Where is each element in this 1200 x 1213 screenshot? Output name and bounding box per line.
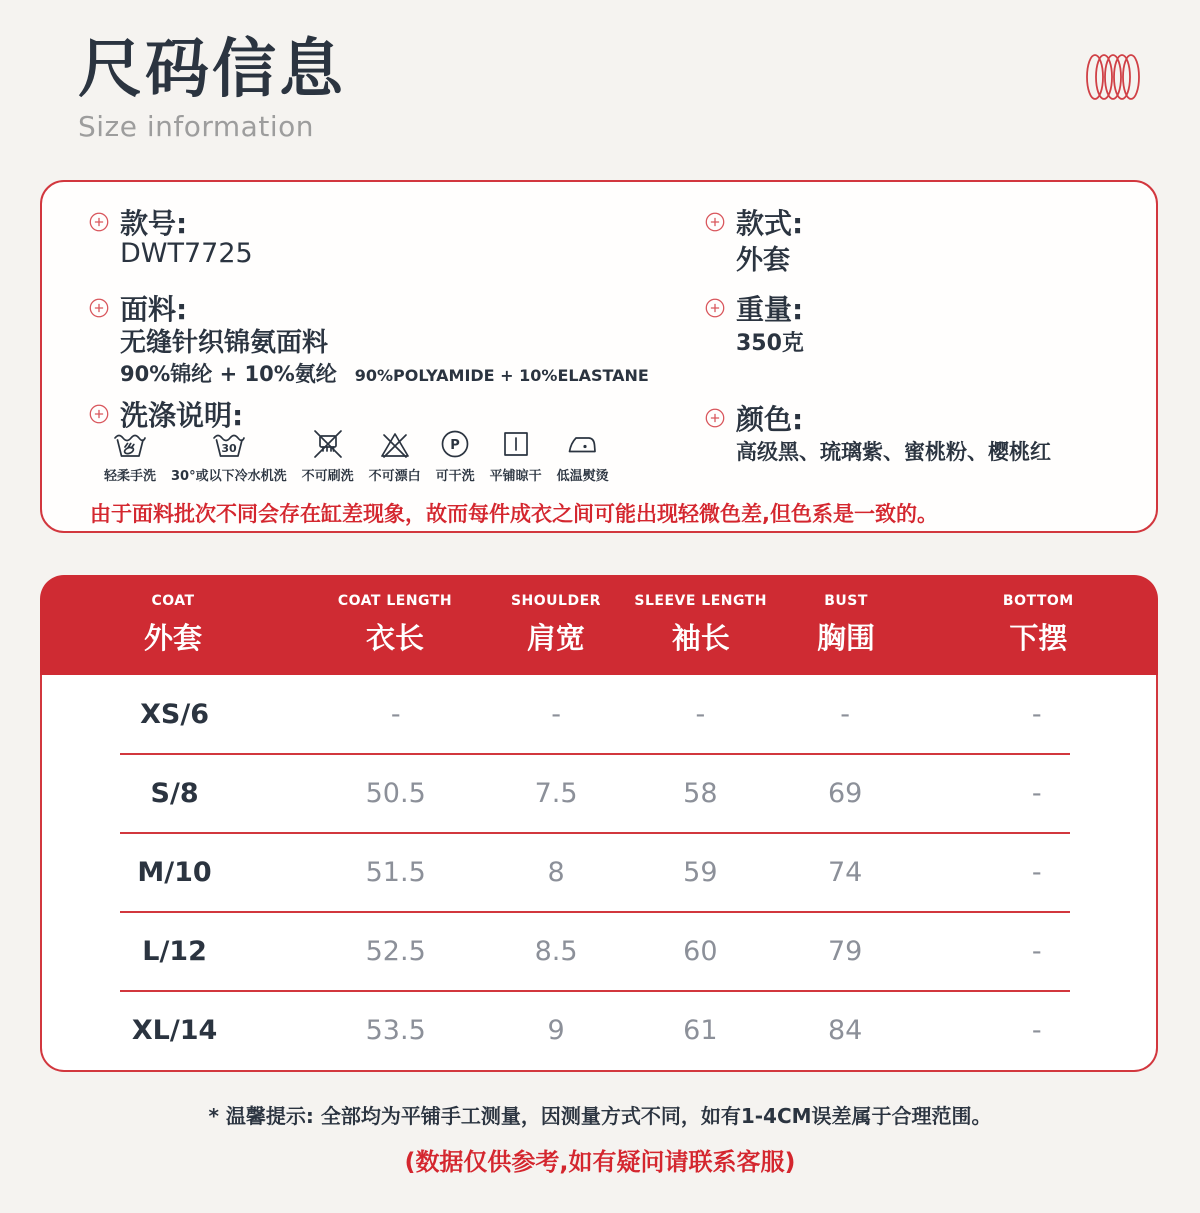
weight-label: 重量: xyxy=(736,293,804,326)
plus-circle-icon xyxy=(704,297,726,319)
size-cell: XS/6 xyxy=(140,699,210,730)
column-header-cn: 胸围 xyxy=(817,621,876,655)
value-cell: - xyxy=(1031,857,1042,888)
wash-icon-label: 不可漂白 xyxy=(368,469,421,484)
size-cell: S/8 xyxy=(150,778,199,809)
plus-circle-icon xyxy=(704,211,726,233)
wash-icon-label: 30°或以下冷水机洗 xyxy=(171,469,287,484)
column-header-cn: 下摆 xyxy=(1009,621,1068,655)
column-header-cn: 衣长 xyxy=(365,621,424,655)
value-cell: 79 xyxy=(827,936,863,967)
dry-clean-icon xyxy=(437,426,473,462)
size-table-body xyxy=(40,675,1158,1072)
value-cell: - xyxy=(1031,778,1042,809)
svg-text:30: 30 xyxy=(221,442,237,455)
item-no-section xyxy=(88,202,187,242)
wash-icon-label: 不可刷洗 xyxy=(301,469,354,484)
size-cell: XL/14 xyxy=(131,1015,218,1046)
value-cell: 59 xyxy=(683,857,718,888)
value-cell: 60 xyxy=(683,936,718,967)
page-header xyxy=(78,34,346,143)
value-cell: 84 xyxy=(827,1015,863,1046)
service-note: (数据仅供参考,如有疑问请联系客服) xyxy=(404,1148,796,1176)
fabric-composition-en: 90%POLYAMIDE + 10%ELASTANE xyxy=(354,366,649,385)
wash-item xyxy=(104,426,156,484)
value-cell: - xyxy=(1031,699,1042,730)
value-cell: 69 xyxy=(827,778,863,809)
plus-circle-icon xyxy=(88,297,110,319)
column-header-bust xyxy=(773,593,918,657)
value-cell: - xyxy=(1031,1015,1042,1046)
wash-icon-label: 平铺晾干 xyxy=(489,469,542,484)
style-value: 外套 xyxy=(736,245,790,276)
wash-item xyxy=(302,426,354,484)
column-header-en: SHOULDER xyxy=(510,593,601,609)
value-cell: 51.5 xyxy=(365,857,426,888)
style-label: 款式: xyxy=(736,207,804,240)
fabric-label: 面料: xyxy=(120,293,188,326)
no-scrub-icon xyxy=(310,426,346,462)
value-cell: - xyxy=(551,699,561,730)
fabric-composition-cn: 90%锦纶 + 10%氨纶 xyxy=(120,362,337,386)
color-label: 颜色: xyxy=(736,403,804,436)
product-info-card xyxy=(40,180,1158,533)
value-cell: 53.5 xyxy=(365,1015,426,1046)
column-header-cn: 外套 xyxy=(144,621,203,655)
value-cell: - xyxy=(695,699,706,730)
machine-wash-30-icon xyxy=(211,426,247,462)
table-row xyxy=(42,833,1156,912)
wash-icon-label: 低温熨烫 xyxy=(556,469,609,484)
wash-item xyxy=(557,426,609,484)
size-table-header xyxy=(40,575,1158,675)
column-header-sleeve-length xyxy=(628,593,773,657)
column-header-cn: 袖长 xyxy=(671,621,730,655)
wash-item xyxy=(369,426,421,484)
fabric-value: 无缝针织锦氨面料 xyxy=(120,328,329,358)
value-cell: 8 xyxy=(547,857,565,888)
size-table xyxy=(40,575,1158,1072)
column-header-en: BOTTOM xyxy=(1002,593,1074,609)
item-no-label: 款号: xyxy=(120,207,188,240)
column-header-coat-length xyxy=(306,593,484,657)
wash-item xyxy=(490,426,542,484)
color-value: 高级黑、琉璃紫、蜜桃粉、樱桃红 xyxy=(736,440,1051,464)
column-header-shoulder xyxy=(484,593,628,657)
value-cell: 61 xyxy=(683,1015,718,1046)
hand-wash-icon xyxy=(112,426,148,462)
value-cell: - xyxy=(1031,936,1042,967)
dye-lot-note: 由于面料批次不同会存在缸差现象，故而每件成衣之间可能出现轻微色差,但色系是一致的。 xyxy=(90,502,938,526)
column-header-bottom xyxy=(919,593,1158,657)
value-cell: 58 xyxy=(683,778,718,809)
table-row xyxy=(42,991,1156,1070)
column-header-cn: 肩宽 xyxy=(526,621,585,655)
value-cell: 7.5 xyxy=(534,778,578,809)
value-cell: 52.5 xyxy=(365,936,426,967)
weight-section xyxy=(704,288,803,328)
wash-item xyxy=(171,426,287,484)
value-cell: 8.5 xyxy=(534,936,578,967)
wash-icon-label: 轻柔手洗 xyxy=(104,469,157,484)
measure-tip: * 温馨提示: 全部均为平铺手工测量，因测量方式不同，如有1-4CM误差属于合理范围。 xyxy=(208,1104,992,1128)
plus-circle-icon xyxy=(88,403,110,425)
table-row xyxy=(42,754,1156,833)
flat-dry-icon xyxy=(498,426,534,462)
column-header-en: COAT xyxy=(151,593,195,609)
value-cell: - xyxy=(840,699,851,730)
style-section xyxy=(704,202,803,242)
svg-text:P: P xyxy=(450,438,460,453)
plus-circle-icon xyxy=(704,407,726,429)
fabric-composition xyxy=(120,358,649,388)
weight-value: 350克 xyxy=(736,331,804,356)
size-cell: L/12 xyxy=(142,936,207,967)
value-cell: 74 xyxy=(827,857,863,888)
table-row xyxy=(42,675,1156,754)
plus-circle-icon xyxy=(88,211,110,233)
column-header-coat xyxy=(40,593,306,657)
low-iron-icon xyxy=(565,426,601,462)
item-no-value: DWT7725 xyxy=(120,238,253,269)
wash-icons-row xyxy=(104,426,609,484)
page-subtitle: Size information xyxy=(78,109,314,143)
wash-item xyxy=(436,426,475,484)
column-header-en: SLEEVE LENGTH xyxy=(634,593,768,609)
column-header-en: COAT LENGTH xyxy=(337,593,453,609)
color-section xyxy=(704,398,803,438)
coil-logo-icon xyxy=(1086,52,1140,102)
size-cell: M/10 xyxy=(137,857,212,888)
wash-icon-label: 可干洗 xyxy=(435,469,475,484)
wash-label: 洗涤说明: xyxy=(120,399,244,432)
value-cell: 9 xyxy=(547,1015,565,1046)
value-cell: - xyxy=(390,699,401,730)
value-cell: 50.5 xyxy=(365,778,426,809)
table-row xyxy=(42,912,1156,991)
column-header-en: BUST xyxy=(824,593,868,609)
no-bleach-icon xyxy=(377,426,413,462)
page-title: 尺码信息 xyxy=(78,33,346,107)
